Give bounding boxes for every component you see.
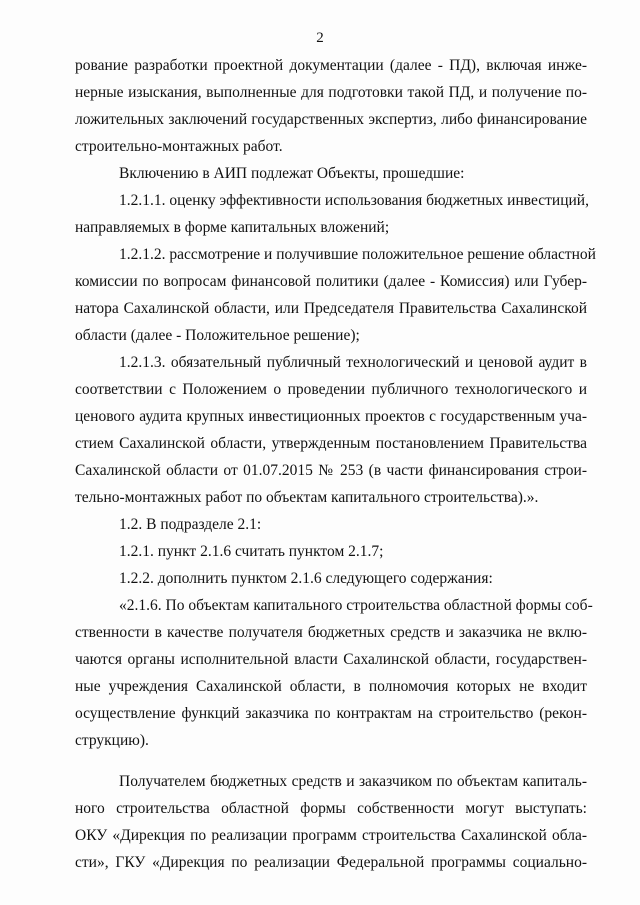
text-line: ложительных заключений государственных экспертиз, либо финансирование — [75, 111, 587, 128]
text-line: 1.2.2. дополнить пунктом 2.1.6 следующего содержания: — [119, 570, 493, 587]
text-line: 1.2.1. пункт 2.1.6 считать пунктом 2.1.7; — [119, 543, 384, 560]
text-line: нерные изыскания, выполненные для подготовки такой ПД, и получение по- — [75, 84, 587, 101]
text-line: комиссии по вопросам финансовой политики (далее - Комиссия) или Губер- — [75, 273, 587, 290]
text-line: 1.2.1.1. оценку эффективности использования бюджетных инвестиций, — [119, 192, 589, 209]
paragraph-1-2-1-1 — [75, 187, 587, 241]
paragraph-2-1-6 — [75, 592, 593, 754]
text-line: Получателем бюджетных средств и заказчиком по объектам капиталь- — [119, 773, 587, 790]
paragraph-recipients — [75, 768, 587, 876]
text-line: натора Сахалинской области, или Председателя Правительства Сахалинской — [75, 300, 587, 317]
paragraph-continuation — [75, 52, 587, 160]
text-line: ОКУ «Дирекция по реализации программ строительства Сахалинской обла- — [75, 827, 587, 844]
text-line: 1.2. В подразделе 2.1: — [119, 516, 262, 533]
text-line: строительно-монтажных работ. — [75, 138, 283, 155]
text-line: соответствии с Положением о проведении публичного технологического и — [75, 381, 587, 398]
text-line: тельно-монтажных работ по объектам капитального строительства).». — [75, 489, 539, 506]
text-line: Включению в АИП подлежат Объекты, прошедшие: — [119, 165, 465, 182]
text-line: рование разработки проектной документации (далее - ПД), включая инже- — [75, 57, 587, 74]
document-body — [75, 52, 596, 876]
paragraph-1-2-1 — [75, 538, 587, 565]
text-line: области (далее - Положительное решение); — [75, 327, 360, 344]
text-line: осуществление функций заказчика по контрактам на строительство (рекон- — [75, 705, 587, 722]
text-line: стием Сахалинской области, утвержденным постановлением Правительства — [75, 435, 587, 452]
text-line: Сахалинской области от 01.07.2015 № 253 (в части финансирования строи- — [75, 462, 587, 479]
text-line: 1.2.1.3. обязательный публичный технологический и ценовой аудит в — [119, 354, 587, 371]
text-line: чаются органы исполнительной власти Сахалинской области, государствен- — [75, 651, 587, 668]
text-line: ценового аудита крупных инвестиционных проектов с государственным уча- — [75, 408, 587, 425]
text-line: ного строительства областной формы собственности могут выступать: — [75, 800, 587, 817]
text-line: струкцию). — [75, 732, 149, 749]
text-line: 1.2.1.2. рассмотрение и получившие положительное решение областной — [119, 246, 596, 263]
paragraph-1-2 — [75, 511, 587, 538]
text-line: «2.1.6. По объектам капитального строительства областной формы соб- — [119, 597, 593, 614]
page-number: 2 — [316, 30, 324, 46]
paragraph-1-2-1-3 — [75, 349, 587, 511]
paragraph-1-2-2 — [75, 565, 587, 592]
text-line: ные учреждения Сахалинской области, в полномочия которых не входит — [75, 678, 587, 695]
paragraph-1-2-1-2 — [75, 241, 596, 349]
text-line: ственности в качестве получателя бюджетных средств и заказчика не вклю- — [75, 624, 587, 641]
paragraph-aip-intro — [75, 160, 587, 187]
text-line: направляемых в форме капитальных вложений; — [75, 219, 390, 236]
text-line: сти», ГКУ «Дирекция по реализации Федеральной программы социально- — [75, 854, 587, 871]
